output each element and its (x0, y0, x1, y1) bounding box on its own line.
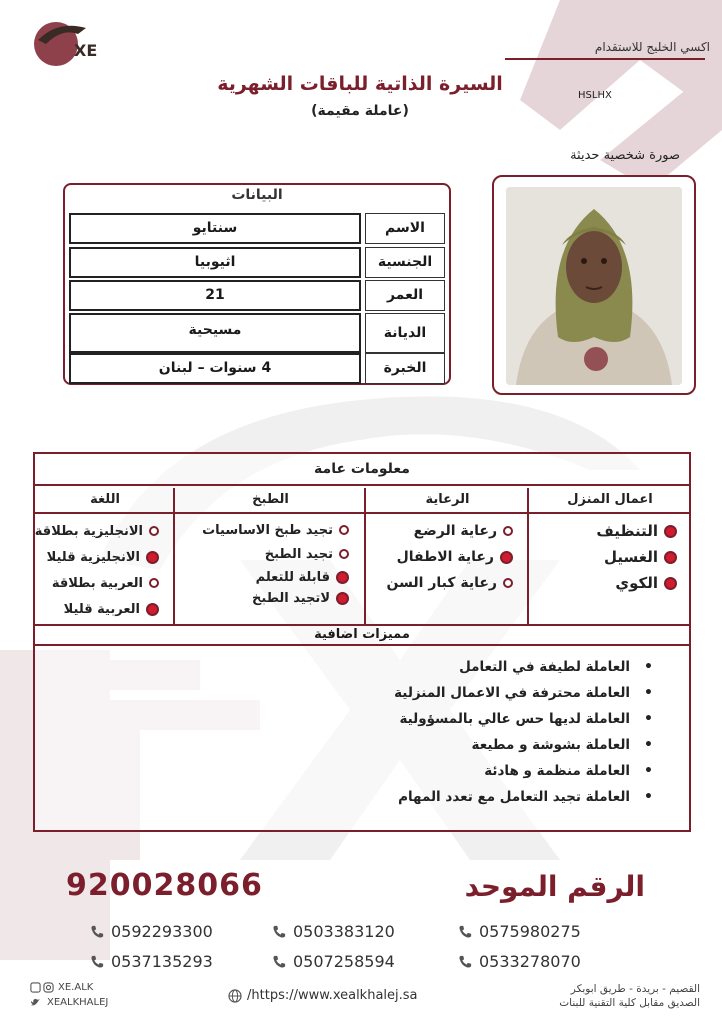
list-item: • العاملة تجيد التعامل مع تعدد المهام (394, 784, 653, 810)
checked-dot-icon (664, 551, 677, 564)
phone-number[interactable]: 0533278070 (458, 952, 581, 971)
company-name-underline (505, 58, 705, 60)
col-head-care: الرعاية (366, 488, 529, 514)
list-item: قابلة للتعلم (202, 566, 349, 588)
worker-photo (506, 187, 682, 385)
unchecked-dot-icon (339, 525, 349, 535)
data-label: الاسم (365, 213, 445, 244)
care-list (387, 518, 513, 596)
column-divider (173, 488, 175, 624)
address-line-1: القصيم - بريدة - طريق ابوبكر (570, 983, 700, 995)
list-item: الكوي (596, 570, 677, 596)
photo-frame (492, 175, 696, 395)
unchecked-dot-icon (503, 526, 513, 536)
data-value: اثيوبيا (69, 247, 361, 278)
list-item: التنظيف (596, 518, 677, 544)
checked-dot-icon (146, 603, 159, 616)
document-code: HSLHX (578, 90, 612, 101)
col-head-language: اللغة (35, 488, 175, 514)
data-value: مسيحية (69, 313, 361, 353)
list-item: لاتجيد الطبخ (202, 588, 349, 608)
phone-icon (272, 955, 286, 969)
list-item: • العاملة لديها حس عالي بالمسؤولية (394, 706, 653, 732)
unchecked-dot-icon (503, 578, 513, 588)
company-name: اكسي الخليج للاستقدام (594, 40, 710, 54)
data-row-nationality (69, 247, 445, 278)
phone-icon (458, 925, 472, 939)
phone-number[interactable]: 0503383120 (272, 922, 395, 941)
list-item: العربية بطلاقة (35, 570, 159, 596)
data-row-experience (69, 353, 445, 384)
checked-dot-icon (146, 551, 159, 564)
list-item: • العاملة لطيفة في التعامل (394, 654, 653, 680)
page-title: السيرة الذاتية للباقات الشهرية (217, 73, 503, 95)
phone-number[interactable]: 0537135293 (90, 952, 213, 971)
extras-heading: مميزات اضافية (35, 624, 689, 646)
list-item: الغسيل (596, 544, 677, 570)
language-list (35, 518, 159, 622)
data-label: الديانة (365, 313, 445, 353)
address (480, 982, 700, 1010)
data-label: الخبرة (365, 353, 445, 384)
list-item: الانجليزية بطلاقة (35, 518, 159, 544)
col-head-cooking: الطبخ (175, 488, 366, 514)
list-item: تجيد الطبخ (202, 542, 349, 566)
personal-data-heading: البيانات (231, 187, 283, 203)
personal-data-table (63, 183, 451, 385)
instagram-handle[interactable]: XE.ALK (58, 981, 94, 993)
twitter-icon (30, 997, 41, 1008)
data-row-religion (69, 313, 445, 353)
checked-dot-icon (664, 577, 677, 590)
data-label: العمر (365, 280, 445, 311)
list-item: رعاية الرضع (387, 518, 513, 544)
list-item: • العاملة منظمة و هادئة (394, 758, 653, 784)
globe-icon (228, 989, 242, 1003)
phone-number[interactable]: 0592293300 (90, 922, 213, 941)
list-item: • العاملة بشوشة و مطيعة (394, 732, 653, 758)
phone-icon (90, 925, 104, 939)
data-value: 21 (69, 280, 361, 311)
website-url[interactable]: /https://www.xealkhalej.sa (247, 988, 418, 1003)
unchecked-dot-icon (339, 549, 349, 559)
twitter-handle[interactable]: XEALKHALEJ (47, 996, 109, 1008)
housework-list (596, 518, 677, 596)
data-row-age (69, 280, 445, 311)
snapchat-icon (30, 982, 41, 993)
column-divider (364, 488, 366, 624)
checked-dot-icon (336, 592, 349, 605)
data-label: الجنسية (365, 247, 445, 278)
list-item: العربية قليلا (35, 596, 159, 622)
website-link[interactable] (228, 988, 418, 1003)
list-item: الانجليزية قليلا (35, 544, 159, 570)
data-value: سنتايو (69, 213, 361, 244)
list-item: • العاملة محترفة في الاعمال المنزلية (394, 680, 653, 706)
general-info-title: معلومات عامة (35, 454, 689, 486)
photo-caption: صورة شخصية حديثة (570, 148, 680, 163)
unified-number-label: الرقم الموحد (464, 870, 645, 903)
unchecked-dot-icon (149, 526, 159, 536)
page-subtitle: (عاملة مقيمة) (311, 103, 409, 119)
column-divider (527, 488, 529, 624)
phone-icon (458, 955, 472, 969)
logo-emblem-icon (28, 14, 118, 70)
checked-dot-icon (336, 571, 349, 584)
list-item: تجيد طبخ الاساسيات (202, 518, 349, 542)
phone-icon (90, 955, 104, 969)
general-info-table (33, 452, 691, 832)
unified-number[interactable]: 920028066 (66, 868, 263, 903)
phone-icon (272, 925, 286, 939)
address-line-2: الصديق مقابل كلية التقنية للبنات (559, 997, 700, 1009)
instagram-icon (43, 982, 54, 993)
logo-text: XE (74, 41, 98, 60)
unchecked-dot-icon (149, 578, 159, 588)
extras-list (394, 654, 653, 810)
company-logo (28, 14, 118, 70)
checked-dot-icon (500, 551, 513, 564)
list-item: رعاية الاطفال (387, 544, 513, 570)
col-head-housework: اعمال المنزل (529, 488, 691, 514)
data-value: 4 سنوات – لبنان (69, 353, 361, 384)
social-handles (30, 980, 108, 1010)
phone-number[interactable]: 0575980275 (458, 922, 581, 941)
list-item: رعاية كبار السن (387, 570, 513, 596)
cooking-list (202, 518, 349, 608)
phone-number[interactable]: 0507258594 (272, 952, 395, 971)
checked-dot-icon (664, 525, 677, 538)
data-row-name (69, 213, 445, 244)
